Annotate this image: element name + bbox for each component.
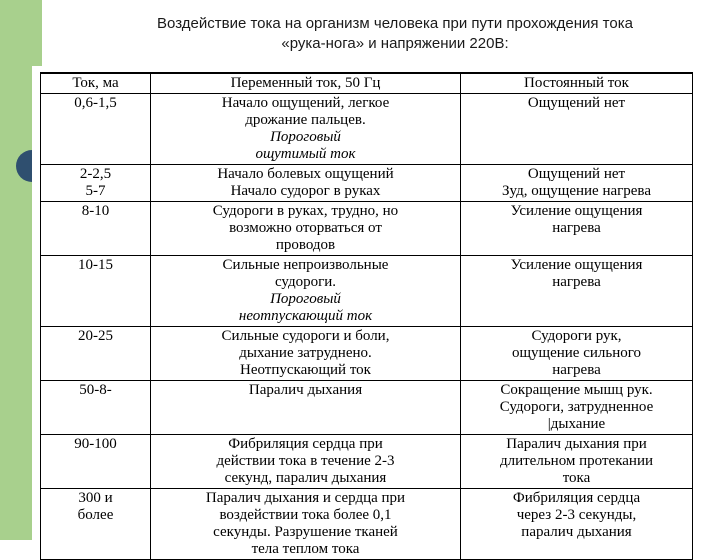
header-current: Ток, ма — [41, 73, 151, 94]
cell-ac-line: действии тока в течение 2-3 — [216, 453, 395, 469]
cell-current-line: 300 и — [78, 490, 113, 506]
cell-dc-line: Фибриляция сердца — [512, 490, 641, 506]
cell-current-line: 20-25 — [78, 328, 113, 344]
cell-dc-line: через 2-3 секунды, — [516, 507, 637, 523]
title-line-2: «рука-нога» и напряжении 220В: — [281, 35, 509, 52]
cell-dc-line: Сокращение мышц рук. — [500, 382, 653, 398]
cell-dc — [461, 202, 693, 256]
cell-dc-line: нагрева — [552, 362, 601, 378]
cell-current — [41, 202, 151, 256]
cell-current — [41, 94, 151, 165]
cell-dc-line: Ощущений нет — [527, 95, 626, 111]
cell-dc-line: паралич дыхания — [521, 524, 632, 540]
cell-current-line: 10-15 — [78, 257, 113, 273]
cell-dc-line: Судороги, затрудненное — [499, 399, 654, 415]
cell-current — [41, 435, 151, 489]
cell-ac-line: секунды. Разрушение тканей — [213, 524, 398, 540]
cell-dc-line: ощущение сильного — [511, 345, 642, 361]
cell-dc — [461, 489, 693, 560]
cell-ac-line: возможно оторваться от — [229, 220, 382, 236]
cell-current — [41, 256, 151, 327]
cell-ac-line: дыхание затруднено. — [239, 345, 372, 361]
cell-current-line: 90-100 — [74, 436, 117, 452]
header-ac: Переменный ток, 50 Гц — [151, 73, 461, 94]
cell-ac — [151, 435, 461, 489]
cell-dc — [461, 381, 693, 435]
table-header-row — [41, 73, 693, 94]
table-row — [41, 435, 693, 489]
cell-dc — [461, 327, 693, 381]
table-row — [41, 381, 693, 435]
cell-dc-line: Зуд, ощущение нагрева — [502, 183, 651, 199]
cell-ac-line: Начало болевых ощущений — [217, 166, 394, 182]
table-row — [41, 327, 693, 381]
table-row — [41, 202, 693, 256]
cell-dc-line: Усиление ощущения — [510, 203, 643, 219]
cell-current-line: 50-8- — [79, 382, 112, 398]
title-line-1: Воздействие тока на организм человека при пути прохождения тока — [157, 15, 633, 32]
table-row — [41, 256, 693, 327]
cell-current-line: более — [77, 507, 114, 523]
cell-ac-threshold-note: неотпускающий ток — [238, 308, 373, 324]
cell-current — [41, 327, 151, 381]
cell-ac — [151, 165, 461, 202]
current-effects-table — [40, 72, 693, 560]
cell-ac-line: дрожание пальцев. — [245, 112, 366, 128]
cell-dc — [461, 256, 693, 327]
cell-dc-line: нагрева — [552, 274, 601, 290]
cell-current-line: 0,6-1,5 — [74, 95, 117, 111]
cell-dc-line: Ощущений нет — [527, 166, 626, 182]
cell-dc-line: Паралич дыхания при — [506, 436, 647, 452]
cell-current — [41, 165, 151, 202]
cell-ac-line: воздействии тока более 0,1 — [219, 507, 392, 523]
cell-dc — [461, 435, 693, 489]
cell-dc-line: Усиление ощущения — [510, 257, 643, 273]
cell-ac-line: секунд, паралич дыхания — [224, 470, 387, 486]
cell-ac-line: Сильные судороги и боли, — [221, 328, 390, 344]
cell-ac — [151, 202, 461, 256]
cell-current-line: 8-10 — [81, 203, 110, 219]
cell-ac-threshold-note: ощутимый ток — [255, 146, 356, 162]
table-row — [41, 489, 693, 560]
slide-title — [90, 14, 700, 54]
cell-dc — [461, 94, 693, 165]
cell-dc-line: Судороги рук, — [531, 328, 622, 344]
cell-dc-line: нагрева — [552, 220, 601, 236]
cell-ac-line: Сильные непроизвольные — [222, 257, 389, 273]
cell-ac-threshold-note: Пороговый — [270, 291, 341, 307]
cell-ac — [151, 489, 461, 560]
cell-ac-line: Начало судорог в руках — [230, 183, 381, 199]
cell-ac-line: Судороги в руках, трудно, но — [212, 203, 399, 219]
cell-ac-threshold-note: Пороговый — [270, 129, 341, 145]
cell-ac-line: Фибриляция сердца при — [228, 436, 383, 452]
cell-ac-line: Неотпускающий ток — [240, 362, 371, 378]
cell-current — [41, 489, 151, 560]
cell-dc-line: длительном протекании — [499, 453, 653, 469]
cell-current-line: 5-7 — [85, 183, 106, 199]
cell-current-line: 2-2,5 — [79, 166, 112, 182]
cell-ac-line: Паралич дыхания и сердца при — [205, 490, 406, 506]
header-dc: Постоянный ток — [461, 73, 693, 94]
cell-ac — [151, 94, 461, 165]
cell-ac-line: проводов — [275, 237, 336, 253]
cell-ac-line: Начало ощущений, легкое — [221, 95, 390, 111]
cell-ac — [151, 256, 461, 327]
cell-ac-line: судороги. — [274, 274, 337, 290]
cell-current — [41, 381, 151, 435]
table-row — [41, 165, 693, 202]
cell-dc-line: тока — [562, 470, 591, 486]
cell-dc — [461, 165, 693, 202]
cell-ac-line: тела теплом тока — [251, 541, 360, 557]
cell-dc-line: |дыхание — [547, 416, 606, 432]
table-row — [41, 94, 693, 165]
cell-ac — [151, 327, 461, 381]
cell-ac-line: Паралич дыхания — [248, 382, 363, 398]
cell-ac — [151, 381, 461, 435]
